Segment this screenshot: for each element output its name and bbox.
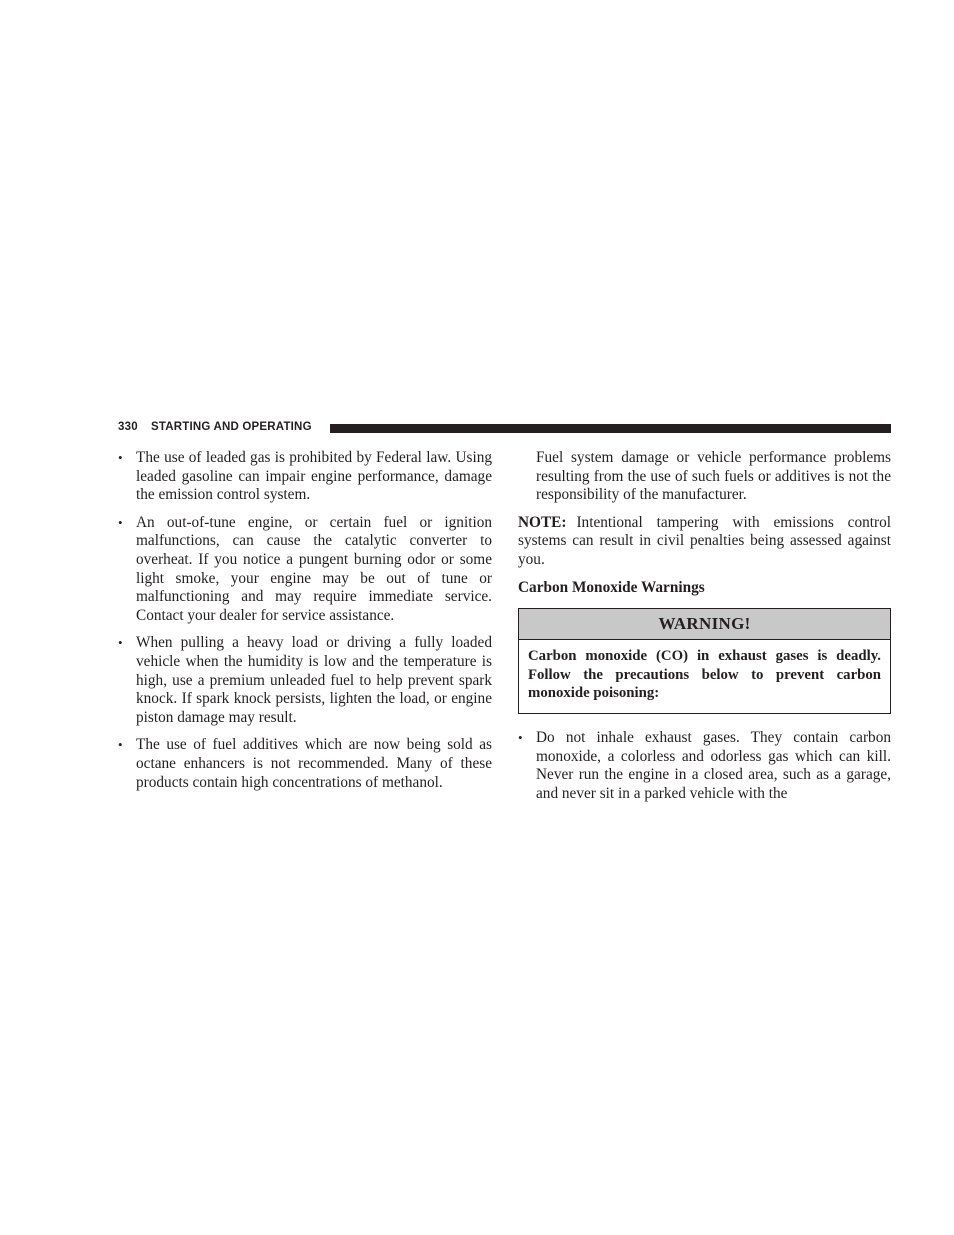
left-column: [118, 449, 492, 801]
page-header: [118, 419, 891, 435]
right-column: [518, 449, 891, 812]
list-item-text: Do not inhale exhaust gases. They contain carbon monoxide, a colorless and odorless gas which can kill. Never run the engine in a closed area, such as a garage, and never sit in a parked vehicle with the: [536, 728, 891, 802]
warning-box: [518, 608, 891, 714]
bullet-icon: •: [518, 729, 523, 745]
list-item-text: When pulling a heavy load or driving a fully loaded vehicle when the humidity is low and the temperature is high, use a premium unleaded fuel to help prevent spark knock. If spark knock persists, lighten the load, or engine piston damage may result.: [136, 634, 492, 726]
list-item: [118, 634, 492, 727]
warning-title: WARNING!: [519, 609, 890, 640]
note-paragraph: [518, 514, 891, 570]
note-label: NOTE:: [518, 513, 567, 531]
list-item-text: An out-of-tune engine, or certain fuel or ignition malfunctions, can cause the catalytic converter to overheat. If you notice a pungent burning odor or some light smoke, your engine may be out of tune or malfunctioning and may require immediate service. Contact your dealer for service assistance.: [136, 513, 492, 624]
section-title: STARTING AND OPERATING: [151, 421, 312, 433]
note-text: Intentional tampering with emissions control systems can result in civil penalties being assessed against you.: [518, 513, 891, 568]
left-bullet-list: [118, 449, 492, 792]
bullet-icon: •: [118, 737, 123, 753]
right-bullet-list: [518, 729, 891, 803]
continued-paragraph: Fuel system damage or vehicle performance problems resulting from the use of such fuels or additives is not the responsibility of the manufacturer.: [536, 449, 891, 504]
bullet-icon: •: [118, 514, 123, 530]
bullet-icon: •: [118, 450, 123, 465]
list-item: [118, 736, 492, 792]
list-item: [118, 449, 492, 505]
header-rule: [330, 424, 891, 433]
list-item-text: The use of fuel additives which are now being sold as octane enhancers is not recommended. Many of these products contain high concentrations of methanol.: [136, 736, 492, 791]
warning-body: Carbon monoxide (CO) in exhaust gases is deadly. Follow the precautions below to prevent carbon monoxide poisoning:: [528, 648, 881, 702]
list-item: [518, 729, 891, 803]
bullet-icon: •: [118, 635, 123, 651]
list-item-text: The use of leaded gas is prohibited by Federal law. Using leaded gasoline can impair engine performance, damage the emission control system.: [136, 449, 492, 504]
section-subheading: Carbon Monoxide Warnings: [518, 578, 705, 596]
list-item: [118, 514, 492, 626]
page-number: 330: [118, 421, 138, 433]
